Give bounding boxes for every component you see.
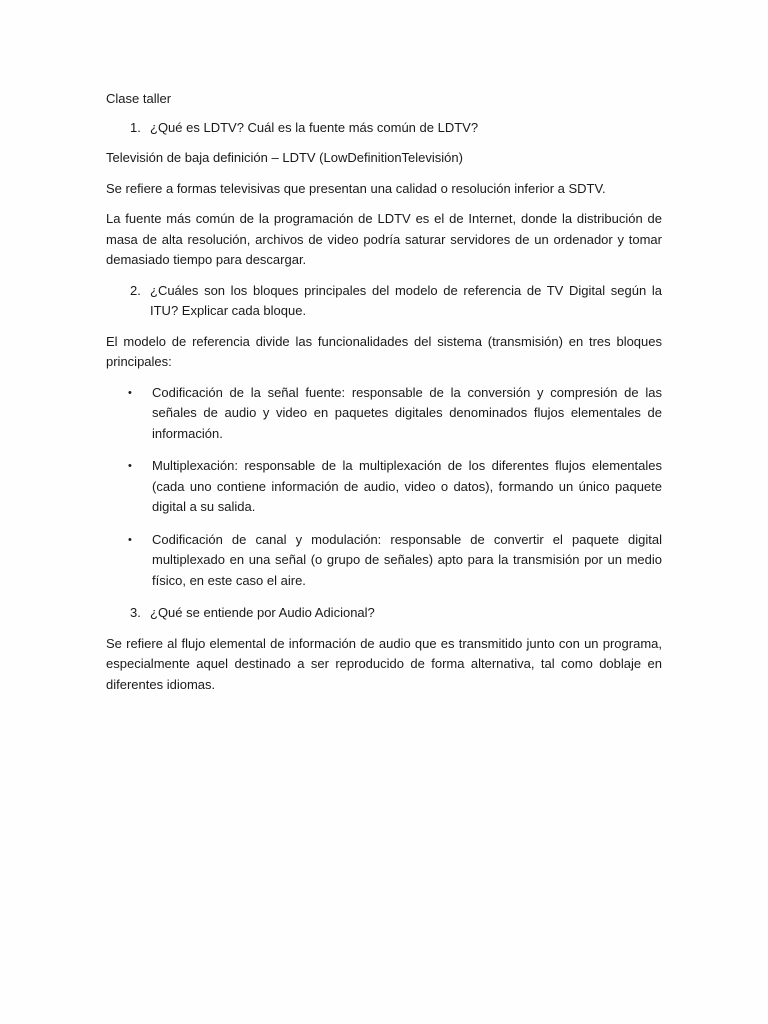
answer-1-source: La fuente más común de la programación de LDTV es el de Internet, donde la distribución de masa de alta resolución, archivos de video podría saturar servidores de un ordenador y tomar demasiado tiempo para descargar. bbox=[106, 211, 662, 267]
answer-1-definition: Televisión de baja definición – LDTV (LowDefinitionTelevisión) bbox=[106, 150, 463, 165]
bullet-marker: • bbox=[128, 386, 132, 399]
document-heading: Clase taller bbox=[106, 91, 172, 106]
bullet-item bbox=[106, 383, 662, 445]
answer-2-bullet-list bbox=[106, 383, 662, 592]
question-1 bbox=[106, 118, 662, 139]
question-2-number: 2. bbox=[130, 282, 141, 298]
question-3-text: ¿Qué se entiende por Audio Adicional? bbox=[150, 605, 375, 620]
question-2 bbox=[106, 281, 662, 322]
bullet-text: Codificación de la señal fuente: responsable de la conversión y compresión de las señales de audio y video en paquetes digitales denominados flujos elementales de información. bbox=[152, 384, 662, 441]
question-2-text: ¿Cuáles son los bloques principales del modelo de referencia de TV Digital según la ITU? Explicar cada bloque. bbox=[150, 282, 662, 318]
bullet-item bbox=[106, 456, 662, 518]
answer-3: Se refiere al flujo elemental de información de audio que es transmitido junto con un programa, especialmente aquel destinado a ser reproducido de forma alternativa, tal como doblaje en diferentes idiomas. bbox=[106, 635, 662, 692]
question-1-number: 1. bbox=[130, 119, 141, 135]
bullet-text: Multiplexación: responsable de la multiplexación de los diferentes flujos elementales (cada uno contiene información de audio, video o datos), formando un único paquete digital a su salida. bbox=[152, 458, 662, 514]
bullet-marker: • bbox=[128, 533, 132, 546]
question-1-text: ¿Qué es LDTV? Cuál es la fuente más común de LDTV? bbox=[150, 119, 479, 135]
document-body bbox=[106, 89, 662, 705]
question-3-number: 3. bbox=[130, 605, 141, 620]
answer-1-description: Se refiere a formas televisivas que presentan una calidad o resolución inferior a SDTV. bbox=[106, 180, 606, 196]
question-3 bbox=[106, 603, 662, 624]
answer-2-intro: El modelo de referencia divide las funcionalidades del sistema (transmisión) en tres bloques principales: bbox=[106, 333, 662, 369]
bullet-text: Codificación de canal y modulación: responsable de convertir el paquete digital multiplexado en una señal (o grupo de señales) apto para la transmisión por un medio físico, en este caso el aire. bbox=[152, 531, 662, 588]
bullet-item bbox=[106, 530, 662, 592]
bullet-marker: • bbox=[128, 460, 132, 472]
